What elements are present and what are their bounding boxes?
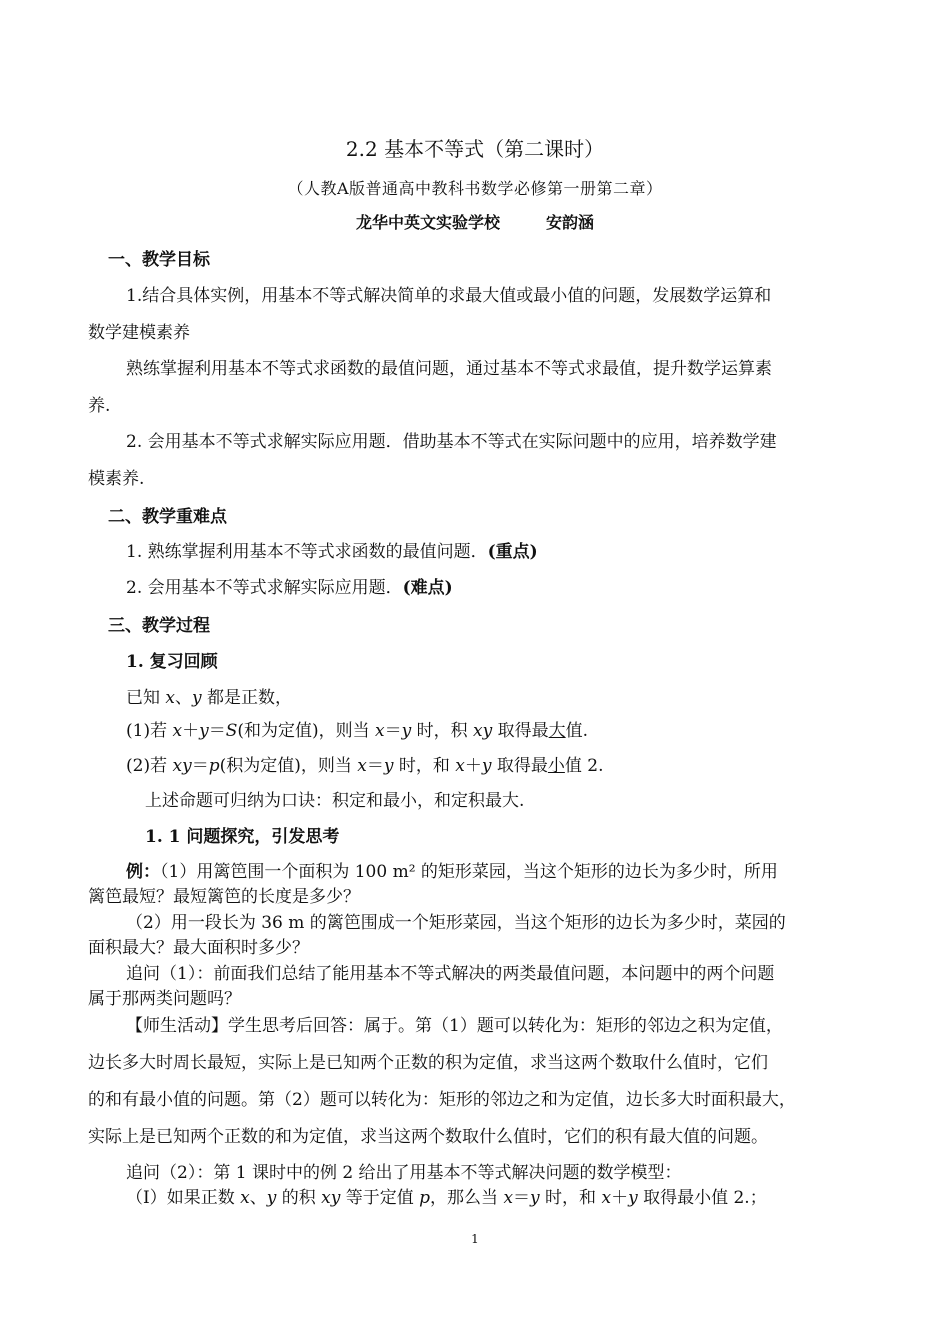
model-1: （Ⅰ）如果正数 x、y 的积 xy 等于定值 p，那么当 x＝y 时，和 x＋y 取得最小值 2.； [126,1188,767,1208]
activity-line4: 实际上是已知两个正数的和为定值，求当这两个数取什么值时，它们的积有最大值的问题。 [88,1127,768,1147]
example-2-line1: （2）用一段长为 36 m 的篱笆围成一个矩形菜园，当这个矩形的边长为多少时，菜园的 [126,913,786,933]
review-premise: 已知 x、y 都是正数， [126,688,293,708]
example-1-line1: 例：（1）用篱笆围一个面积为 100 m² 的矩形菜园，当这个矩形的边长为多少时，所用 [126,862,778,882]
doc-title: 2.2 基本不等式（第二课时） [345,137,605,161]
objective-2-line1: 2. 会用基本不等式求解实际应用题．借助基本不等式在实际问题中的应用，培养数学建 [126,432,777,452]
key-point-2 [126,577,453,599]
activity-line3: 的和有最小值的问题。第（2）题可以转化为：矩形的邻边之和为定值，边长多大时面积最大， [88,1090,796,1110]
objective-1-line1: 1.结合具体实例，用基本不等式解决简单的求最大值或最小值的问题，发展数学运算和 [126,286,772,306]
followup-1-line2: 属于那两类问题吗？ [88,989,241,1009]
key-point-1-text: 1. 熟练掌握利用基本不等式求函数的最值问题． [126,542,488,562]
school-name: 龙华中英文实验学校 [355,213,500,232]
school-author-line [0,212,950,234]
followup-1-line1: 追问（1）：前面我们总结了能用基本不等式解决的两类最值问题，本问题中的两个问题 [126,964,775,984]
objective-2-line2: 模素养. [88,469,145,489]
review-summary: 上述命题可归纳为口诀：积定和最小，和定积最大. [145,791,525,811]
author-name: 安韵涵 [546,213,595,232]
key-point-1-tag: (重点) [487,542,538,562]
subheading-exploration: 1. 1 问题探究，引发思考 [145,827,340,847]
review-case-2: (2)若 xy＝p(积为定值)，则当 x＝y 时，和 x＋y 取得最小值 2. [126,756,604,776]
subheading-review: 1. 复习回顾 [126,652,218,672]
section-heading-key-points: 二、教学重难点 [108,507,227,527]
activity-line2: 边长多大时周长最短，实际上是已知两个正数的积为定值，求当这两个数取什么值时，它们 [88,1053,768,1073]
objective-1b-line1: 熟练掌握利用基本不等式求函数的最值问题，通过基本不等式求最值，提升数学运算素 [126,359,772,379]
activity-line1: 【师生活动】学生思考后回答：属于。第（1）题可以转化为：矩形的邻边之积为定值， [126,1016,783,1036]
example-1-line2: 篱笆最短？最短篱笆的长度是多少？ [88,887,360,907]
example-2-line2: 面积最大？最大面积时多少？ [88,938,309,958]
key-point-2-tag: (难点) [402,578,453,598]
review-case-1: (1)若 x＋y＝S(和为定值)，则当 x＝y 时，积 xy 取得最大值. [126,721,589,741]
followup-2: 追问（2）：第 1 课时中的例 2 给出了用基本不等式解决问题的数学模型： [126,1163,682,1183]
page-number: 1 [471,1232,479,1246]
key-point-2-text: 2. 会用基本不等式求解实际应用题． [126,578,403,598]
doc-subtitle: （人教A版普通高中教科书数学必修第一册第二章） [287,179,663,198]
key-point-1 [126,541,538,563]
example-label: 例： [126,862,160,882]
section-heading-process: 三、教学过程 [108,616,210,636]
section-heading-objectives: 一、教学目标 [108,250,210,270]
objective-1-line2: 数学建模素养 [88,323,190,343]
objective-1b-line2: 养. [88,396,111,416]
